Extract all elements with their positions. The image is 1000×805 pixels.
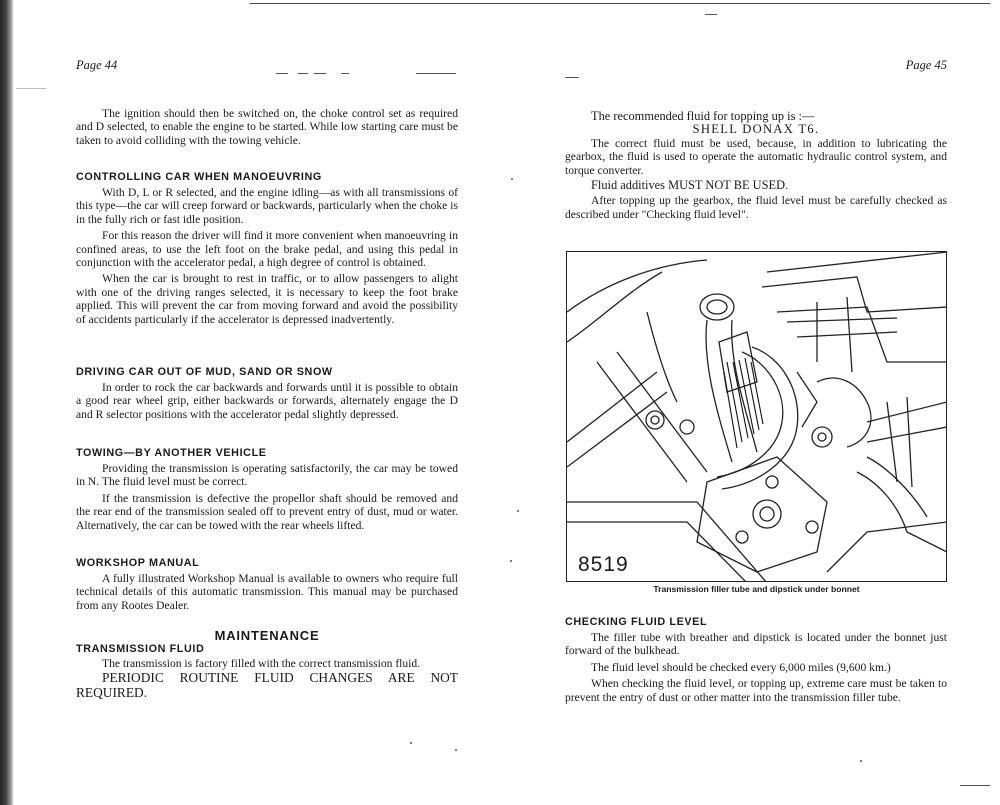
controlling-section <box>76 171 458 326</box>
scan-speck <box>455 749 457 751</box>
periodic-notice: PERIODIC ROUTINE FLUID CHANGES ARE NOT REQUIRED. <box>76 670 458 700</box>
maintenance-heading: MAINTENANCE <box>214 628 320 643</box>
mud-paragraph: In order to rock the car backwards and forwards until it is possible to obtain a good rear wheel grip, either backwards or forwards, alternately engage the D and R selector positions with the accelerator pedal slightly depressed. <box>76 381 458 421</box>
mud-section <box>76 366 458 421</box>
checking-paragraph-1: The filler tube with breather and dipstick is located under the bonnet just forward of the bulkhead. <box>565 631 947 658</box>
engine-bay-illustration <box>566 251 947 582</box>
checking-paragraph-2: The fluid level should be checked every 6,000 miles (9,600 km.) <box>591 660 891 674</box>
page-number: Page 45 <box>905 58 947 72</box>
scan-speck <box>860 760 862 762</box>
maintenance-section <box>76 628 458 701</box>
scan-mark <box>314 73 326 74</box>
maintenance-paragraph: The transmission is factory filled with the correct transmission fluid. <box>102 657 421 670</box>
scan-mark <box>565 77 579 78</box>
controlling-paragraph-3: When the car is brought to rest in traffic, or to allow passengers to alight with one of the driving ranges selected, it is necessary to keep the foot brake applied. This will prevent the car from moving forward and avoid the possibility of accidents particularly if the accelerator is depressed inadvertently. <box>76 272 458 326</box>
book-binding <box>0 0 14 805</box>
checking-section <box>565 616 947 704</box>
workshop-section <box>76 557 458 612</box>
additives-notice: Fluid additives MUST NOT BE USED. <box>591 178 789 193</box>
mud-heading: DRIVING CAR OUT OF MUD, SAND OR SNOW <box>76 366 333 378</box>
controlling-heading: CONTROLLING CAR WHEN MANOEUVRING <box>76 171 322 183</box>
scan-speck <box>517 510 519 512</box>
towing-section <box>76 447 458 532</box>
scan-mark <box>960 785 990 786</box>
correct-fluid-paragraph: The correct fluid must be used, because, in addition to lubricating the gearbox, the fluid is used to operate the automatic hydraulic control system, and torque converter. <box>565 136 947 177</box>
scan-mark <box>341 73 349 74</box>
workshop-heading: WORKSHOP MANUAL <box>76 557 200 569</box>
transmission-fluid-heading: TRANSMISSION FLUID <box>76 643 205 655</box>
towing-paragraph-2: If the transmission is defective the propellor shaft should be removed and the rear end of the transmission sealed off to prevent entry of dust, mud or water. Alternatively, the car can be towed with the rear wheels lifted. <box>76 491 458 532</box>
intro-paragraph: The ignition should then be switched on, the choke control set as required and D selected, to enable the engine to be started. While low starting care must be taken to avoid colliding with the towing vehicle. <box>76 107 458 147</box>
fluid-name: SHELL DONAX T6. <box>692 122 820 137</box>
page-number: Page 44 <box>76 58 118 72</box>
after-topping-paragraph: After topping up the gearbox, the fluid level must be carefully checked as described under "Checking fluid level". <box>565 194 947 221</box>
recommended-text: The recommended fluid for topping up is :— <box>591 109 815 123</box>
scan-speck <box>510 560 512 562</box>
checking-heading: CHECKING FLUID LEVEL <box>565 616 708 628</box>
scan-mark <box>276 73 288 74</box>
scan-mark <box>416 73 456 74</box>
scan-mark <box>298 73 308 74</box>
scan-speck <box>410 742 412 744</box>
recommended-section <box>565 110 947 221</box>
scan-speck <box>511 178 513 180</box>
towing-heading: TOWING—BY ANOTHER VEHICLE <box>76 447 267 459</box>
figure-caption: Transmission filler tube and dipstick under bonnet <box>653 584 860 594</box>
controlling-paragraph-1: With D, L or R selected, and the engine idling—as with all transmissions of this type—the car will creep forward or backwards, particularly when the choke is in the fully rich or fast idle position. <box>76 186 458 226</box>
towing-paragraph-1: Providing the transmission is operating satisfactorily, the car may be towed in N. The fluid level must be correct. <box>76 462 458 489</box>
workshop-paragraph: A fully illustrated Workshop Manual is available to owners who require full technical details of this automatic transmission. This manual may be purchased from any Rootes Dealer. <box>76 572 458 612</box>
left-page <box>76 0 458 805</box>
intro-section <box>76 107 458 147</box>
controlling-paragraph-2: For this reason the driver will find it more convenient when manoeuvring in confined areas, to use the left foot on the brake pedal, and using this pedal in conjunction with the accelerator pedal, a high degree of control is obtained. <box>76 229 458 270</box>
scan-mark <box>16 88 46 89</box>
figure-number: 8519 <box>575 553 632 577</box>
checking-paragraph-3: When checking the fluid level, or topping up, extreme care must be taken to prevent the entry of dust or other matter into the transmission filler tube. <box>565 677 947 704</box>
engine-illustration-drawing <box>567 252 947 582</box>
